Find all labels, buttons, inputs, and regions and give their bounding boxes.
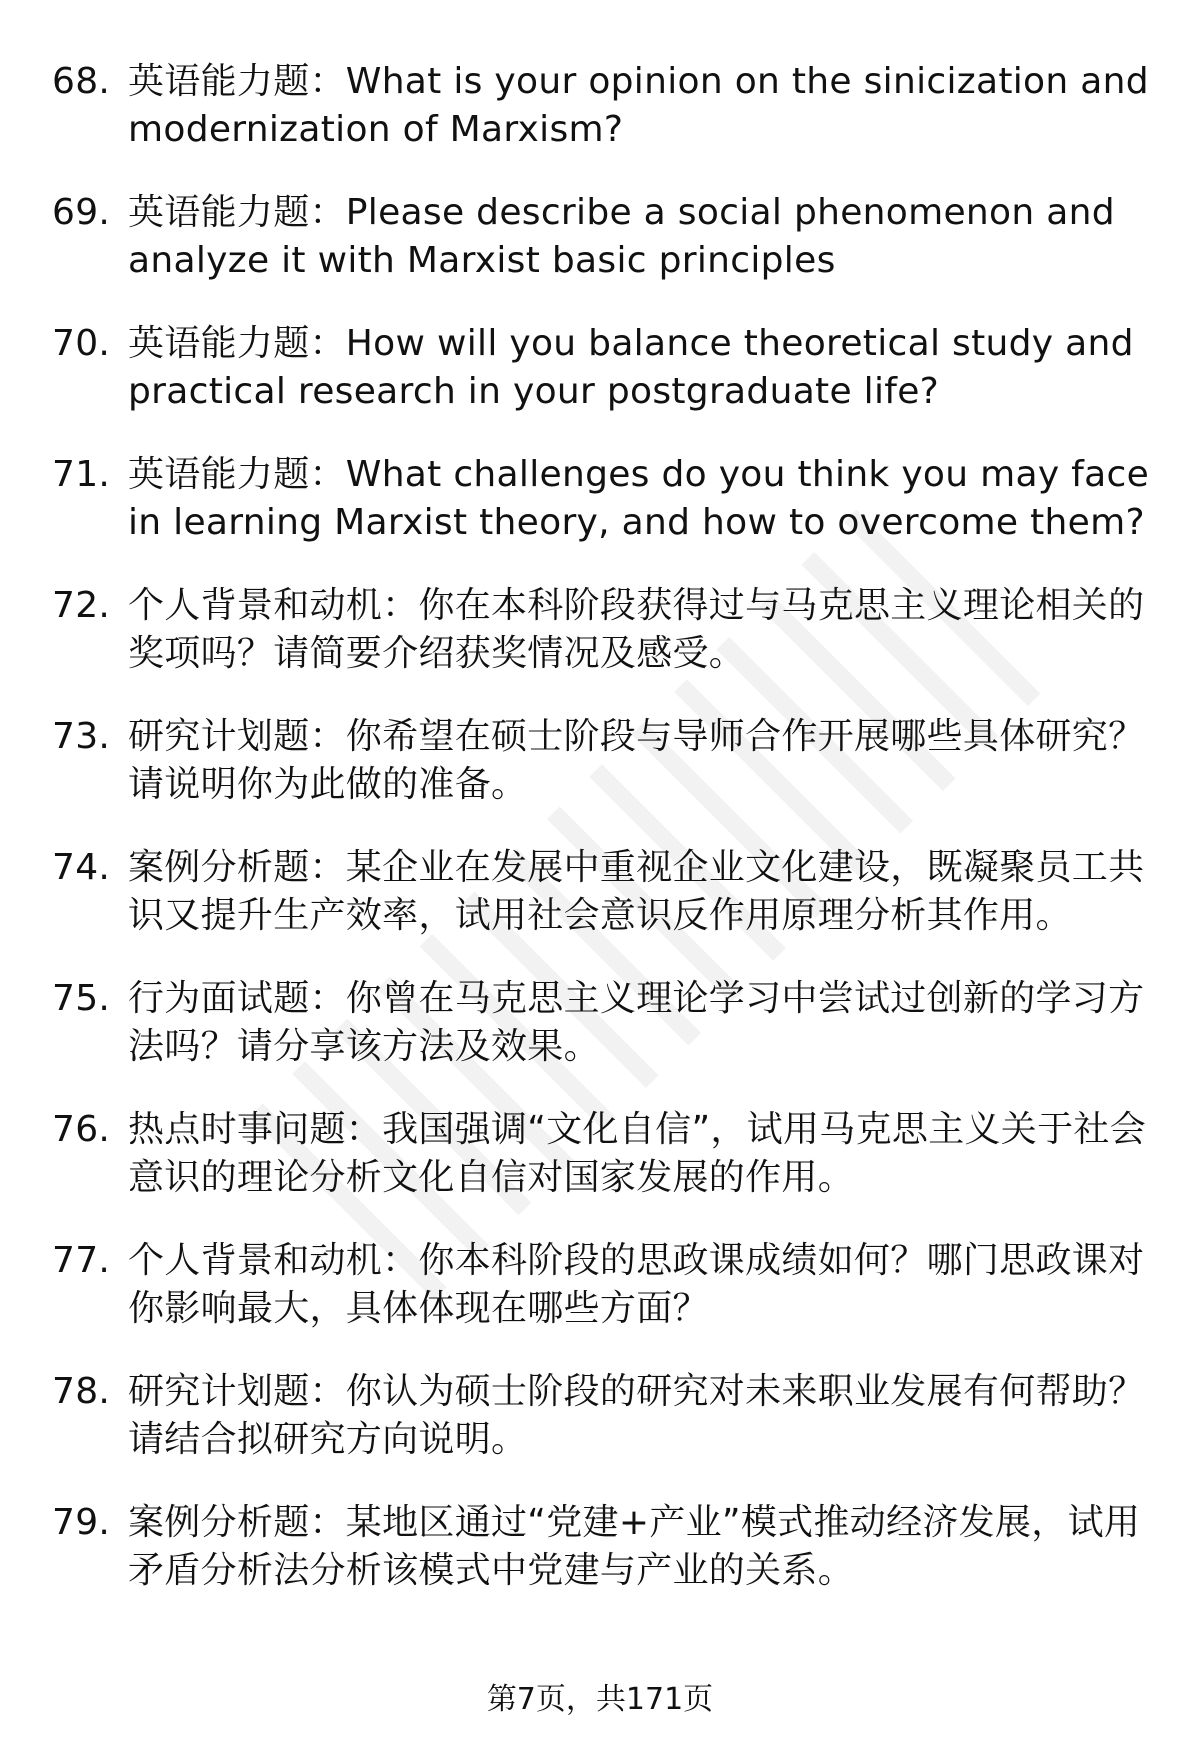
question-number: 72.	[52, 585, 111, 626]
question-item	[52, 189, 1152, 285]
question-number: 74.	[52, 847, 111, 888]
question-text: 案例分析题：某企业在发展中重视企业文化建设，既凝聚员工共识又提升生产效率，试用社会意识反作用原理分析其作用。	[128, 847, 1145, 936]
question-text: 英语能力题：What challenges do you think you may face in learning Marxist theory, and how to overcome them?	[128, 454, 1150, 543]
question-item	[52, 1499, 1152, 1595]
question-item	[52, 1237, 1152, 1333]
question-item	[52, 582, 1152, 678]
question-number: 79.	[52, 1502, 111, 1543]
question-item	[52, 58, 1152, 154]
question-text: 研究计划题：你认为硕士阶段的研究对未来职业发展有何帮助？请结合拟研究方向说明。	[128, 1371, 1145, 1460]
question-number: 68.	[52, 61, 111, 102]
question-text: 个人背景和动机：你在本科阶段获得过与马克思主义理论相关的奖项吗？请简要介绍获奖情况及感受。	[128, 585, 1145, 674]
question-text: 英语能力题：Please describe a social phenomenon and analyze it with Marxist basic principles	[128, 192, 1115, 281]
question-number: 78.	[52, 1371, 111, 1412]
question-item	[52, 844, 1152, 940]
question-number: 73.	[52, 716, 111, 757]
question-item	[52, 320, 1152, 416]
question-item	[52, 975, 1152, 1071]
question-item	[52, 1368, 1152, 1464]
question-number: 75.	[52, 978, 111, 1019]
question-item	[52, 1106, 1152, 1202]
question-number: 69.	[52, 192, 111, 233]
question-item	[52, 451, 1152, 547]
question-text: 英语能力题：What is your opinion on the sinicization and modernization of Marxism?	[128, 61, 1149, 150]
question-text: 个人背景和动机：你本科阶段的思政课成绩如何？哪门思政课对你影响最大，具体体现在哪些方面？	[128, 1240, 1145, 1329]
question-number: 77.	[52, 1240, 111, 1281]
question-number: 76.	[52, 1109, 111, 1150]
question-number: 71.	[52, 454, 111, 495]
question-text: 英语能力题：How will you balance theoretical study and practical research in your postgraduate life?	[128, 323, 1134, 412]
question-text: 案例分析题：某地区通过“党建+产业”模式推动经济发展，试用矛盾分析法分析该模式中党建与产业的关系。	[128, 1502, 1141, 1591]
question-text: 行为面试题：你曾在马克思主义理论学习中尝试过创新的学习方法吗？请分享该方法及效果。	[128, 978, 1145, 1067]
question-text: 热点时事问题：我国强调“文化自信”，试用马克思主义关于社会意识的理论分析文化自信对国家发展的作用。	[128, 1109, 1147, 1198]
question-number: 70.	[52, 323, 111, 364]
question-text: 研究计划题：你希望在硕士阶段与导师合作开展哪些具体研究？请说明你为此做的准备。	[128, 716, 1145, 805]
question-item	[52, 713, 1152, 809]
question-list	[52, 58, 1152, 1630]
page-footer: 第7页，共171页	[486, 1682, 714, 1717]
